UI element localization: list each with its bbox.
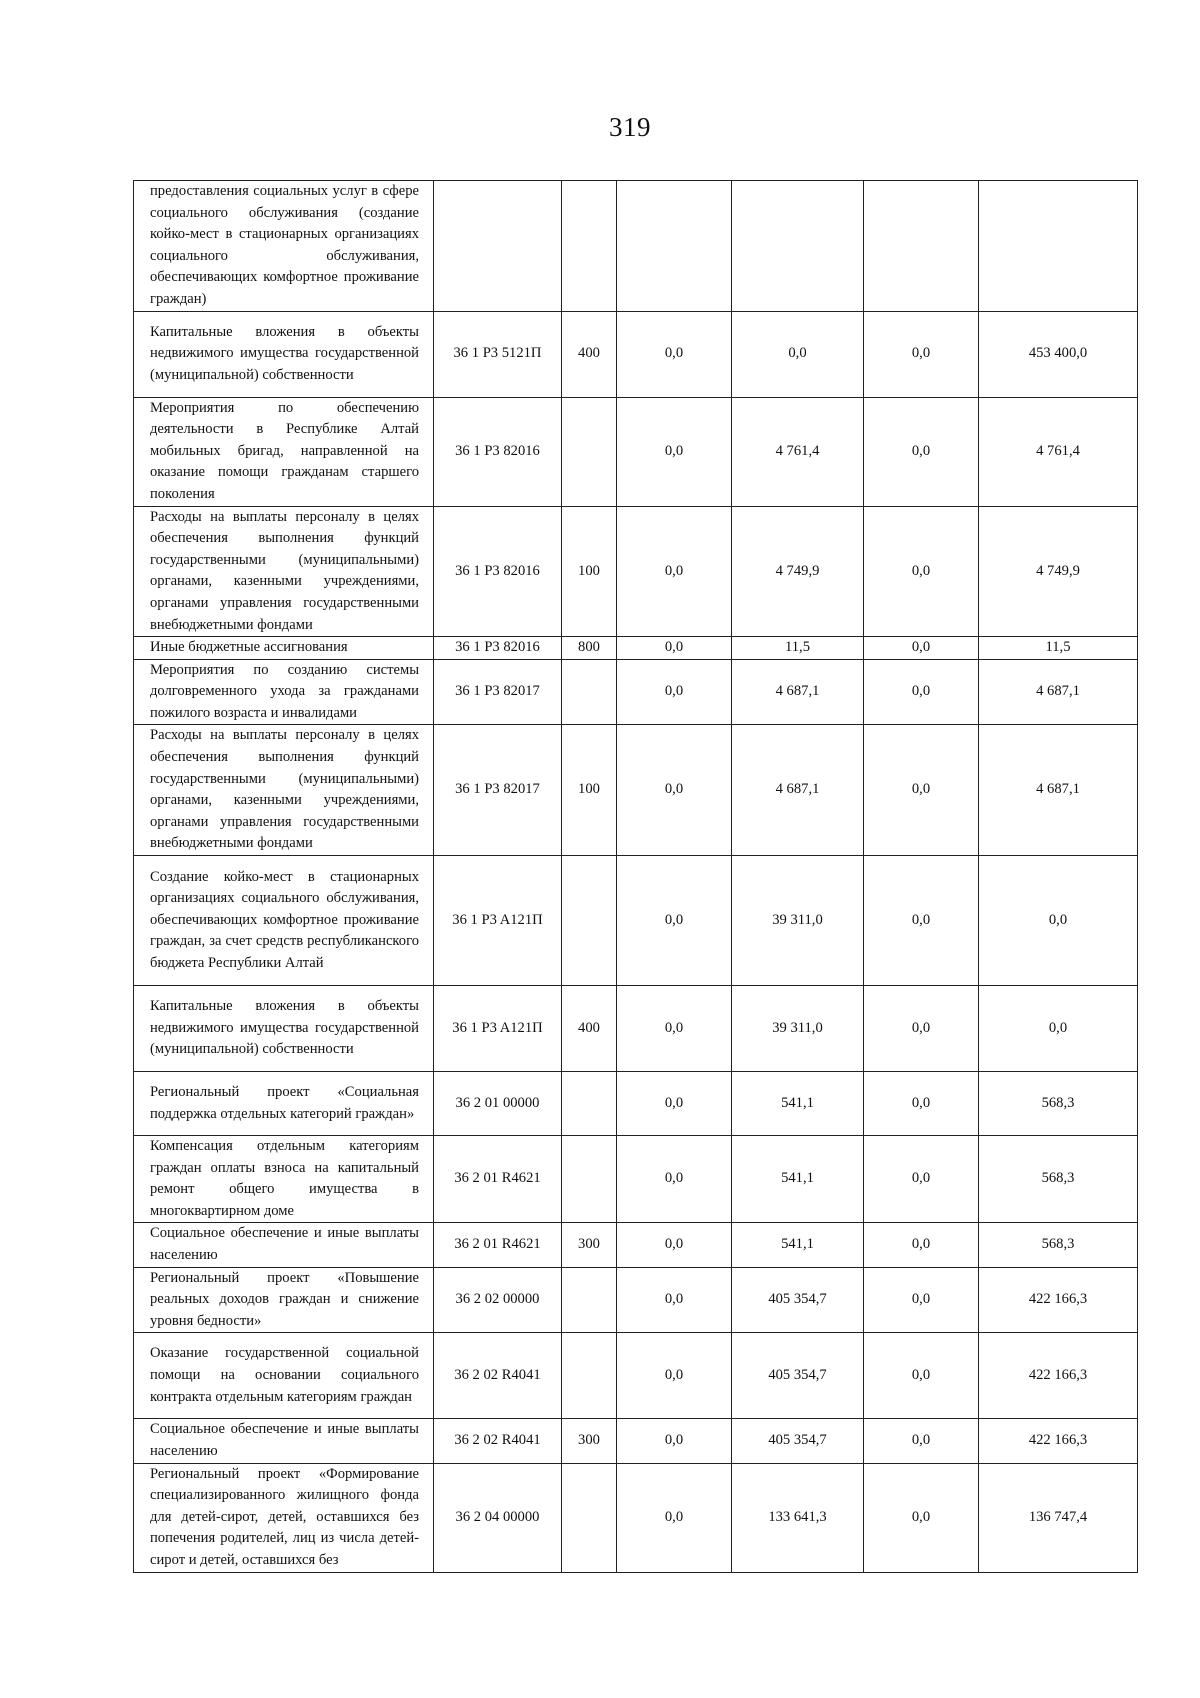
row-v2-cell: 4 761,4 — [732, 397, 864, 506]
table-row — [134, 1223, 1138, 1267]
row-v2-cell: 4 687,1 — [732, 659, 864, 725]
table-row — [134, 1333, 1138, 1419]
row-v3-cell: 0,0 — [864, 1223, 979, 1267]
row-v2-cell: 405 354,7 — [732, 1267, 864, 1333]
row-v3-cell: 0,0 — [864, 1463, 979, 1572]
row-v4-cell — [979, 181, 1138, 312]
row-v1-cell: 0,0 — [617, 311, 732, 397]
row-v1-cell: 0,0 — [617, 659, 732, 725]
table-row — [134, 1136, 1138, 1223]
row-v1-cell: 0,0 — [617, 1267, 732, 1333]
row-v2-cell: 11,5 — [732, 637, 864, 660]
row-code-cell: 36 2 02 R4041 — [434, 1419, 562, 1463]
row-v2-cell: 39 311,0 — [732, 856, 864, 986]
row-v4-cell: 422 166,3 — [979, 1333, 1138, 1419]
row-type-cell — [562, 1333, 617, 1419]
row-v2-cell: 405 354,7 — [732, 1419, 864, 1463]
row-type-cell: 100 — [562, 725, 617, 856]
row-v4-cell: 11,5 — [979, 637, 1138, 660]
row-v1-cell: 0,0 — [617, 1419, 732, 1463]
row-code-cell: 36 2 02 R4041 — [434, 1333, 562, 1419]
row-code-cell: 36 2 01 00000 — [434, 1072, 562, 1136]
row-name-cell: Оказание государственной социальной помощи на основании социального контракта отдельным категориям граждан — [134, 1333, 434, 1419]
row-name-cell: Компенсация отдельным категориям граждан оплаты взноса на капитальный ремонт общего имущества в многоквартирном доме — [134, 1136, 434, 1223]
row-v2-cell: 0,0 — [732, 311, 864, 397]
page-number: 319 — [609, 112, 651, 142]
row-type-cell: 300 — [562, 1419, 617, 1463]
row-v1-cell: 0,0 — [617, 1136, 732, 1223]
table-row — [134, 1463, 1138, 1572]
row-type-cell: 800 — [562, 637, 617, 660]
row-code-cell: 36 1 P3 82016 — [434, 506, 562, 637]
row-type-cell: 400 — [562, 986, 617, 1072]
row-v3-cell: 0,0 — [864, 1419, 979, 1463]
row-code-cell: 36 2 02 00000 — [434, 1267, 562, 1333]
row-name-cell: Региональный проект «Социальная поддержка отдельных категорий граждан» — [134, 1072, 434, 1136]
row-code-cell: 36 1 P3 82017 — [434, 659, 562, 725]
row-v4-cell: 4 761,4 — [979, 397, 1138, 506]
row-code-cell: 36 2 01 R4621 — [434, 1223, 562, 1267]
row-name-cell: Региональный проект «Повышение реальных доходов граждан и снижение уровня бедности» — [134, 1267, 434, 1333]
row-v3-cell: 0,0 — [864, 1333, 979, 1419]
table-row — [134, 181, 1138, 312]
table-row — [134, 637, 1138, 660]
row-v1-cell: 0,0 — [617, 1463, 732, 1572]
table-row — [134, 1267, 1138, 1333]
row-type-cell: 100 — [562, 506, 617, 637]
row-code-cell — [434, 181, 562, 312]
row-name-cell: Социальное обеспечение и иные выплаты населению — [134, 1223, 434, 1267]
row-v3-cell: 0,0 — [864, 856, 979, 986]
row-name-cell: Расходы на выплаты персоналу в целях обеспечения выполнения функций государственными (муниципальными) органами, казенными учреждениями, органами управления государственными внебюджетными фондами — [134, 725, 434, 856]
row-v3-cell: 0,0 — [864, 1072, 979, 1136]
row-v2-cell: 541,1 — [732, 1072, 864, 1136]
budget-table — [133, 180, 1138, 1573]
table-row — [134, 311, 1138, 397]
row-v1-cell: 0,0 — [617, 1333, 732, 1419]
row-type-cell: 300 — [562, 1223, 617, 1267]
row-v3-cell: 0,0 — [864, 986, 979, 1072]
row-type-cell — [562, 181, 617, 312]
row-v4-cell: 4 749,9 — [979, 506, 1138, 637]
row-type-cell — [562, 397, 617, 506]
row-name-cell: Капитальные вложения в объекты недвижимого имущества государственной (муниципальной) собственности — [134, 311, 434, 397]
row-v4-cell: 568,3 — [979, 1136, 1138, 1223]
table-row — [134, 986, 1138, 1072]
row-v3-cell — [864, 181, 979, 312]
row-v1-cell: 0,0 — [617, 397, 732, 506]
row-v2-cell: 39 311,0 — [732, 986, 864, 1072]
row-code-cell: 36 2 04 00000 — [434, 1463, 562, 1572]
row-type-cell: 400 — [562, 311, 617, 397]
row-type-cell — [562, 856, 617, 986]
row-code-cell: 36 1 P3 82016 — [434, 637, 562, 660]
row-type-cell — [562, 1136, 617, 1223]
row-v1-cell: 0,0 — [617, 637, 732, 660]
row-v1-cell: 0,0 — [617, 986, 732, 1072]
row-v4-cell: 0,0 — [979, 986, 1138, 1072]
table-row — [134, 856, 1138, 986]
row-v1-cell: 0,0 — [617, 725, 732, 856]
row-code-cell: 36 1 P3 82016 — [434, 397, 562, 506]
row-v2-cell: 133 641,3 — [732, 1463, 864, 1572]
row-v1-cell: 0,0 — [617, 1072, 732, 1136]
row-code-cell: 36 1 P3 A121П — [434, 986, 562, 1072]
row-type-cell — [562, 1267, 617, 1333]
row-v4-cell: 453 400,0 — [979, 311, 1138, 397]
row-v1-cell: 0,0 — [617, 506, 732, 637]
row-v2-cell: 4 687,1 — [732, 725, 864, 856]
row-v3-cell: 0,0 — [864, 1136, 979, 1223]
row-v2-cell: 541,1 — [732, 1136, 864, 1223]
row-v3-cell: 0,0 — [864, 506, 979, 637]
row-name-cell: предоставления социальных услуг в сфере социального обслуживания (создание койко-мест в стационарных организациях социального обслуживания, обеспечивающих комфортное проживание граждан) — [134, 181, 434, 312]
row-v3-cell: 0,0 — [864, 659, 979, 725]
row-name-cell: Иные бюджетные ассигнования — [134, 637, 434, 660]
row-name-cell: Мероприятия по созданию системы долговременного ухода за гражданами пожилого возраста и инвалидами — [134, 659, 434, 725]
row-name-cell: Региональный проект «Формирование специализированного жилищного фонда для детей-сирот, детей, оставшихся без попечения родителей, лиц из числа детей-сирот и детей, оставшихся без — [134, 1463, 434, 1572]
row-v1-cell — [617, 181, 732, 312]
row-v4-cell: 0,0 — [979, 856, 1138, 986]
row-code-cell: 36 1 P3 5121П — [434, 311, 562, 397]
row-code-cell: 36 2 01 R4621 — [434, 1136, 562, 1223]
row-code-cell: 36 1 P3 A121П — [434, 856, 562, 986]
row-v3-cell: 0,0 — [864, 1267, 979, 1333]
row-code-cell: 36 1 P3 82017 — [434, 725, 562, 856]
table-row — [134, 725, 1138, 856]
row-name-cell: Капитальные вложения в объекты недвижимого имущества государственной (муниципальной) собственности — [134, 986, 434, 1072]
row-v2-cell: 541,1 — [732, 1223, 864, 1267]
row-name-cell: Социальное обеспечение и иные выплаты населению — [134, 1419, 434, 1463]
row-v4-cell: 4 687,1 — [979, 659, 1138, 725]
row-v1-cell: 0,0 — [617, 1223, 732, 1267]
row-v3-cell: 0,0 — [864, 637, 979, 660]
row-v2-cell: 405 354,7 — [732, 1333, 864, 1419]
row-v2-cell — [732, 181, 864, 312]
row-v4-cell: 422 166,3 — [979, 1419, 1138, 1463]
row-type-cell — [562, 1072, 617, 1136]
table-row — [134, 1072, 1138, 1136]
row-v2-cell: 4 749,9 — [732, 506, 864, 637]
row-type-cell — [562, 1463, 617, 1572]
row-v4-cell: 568,3 — [979, 1072, 1138, 1136]
row-v4-cell: 136 747,4 — [979, 1463, 1138, 1572]
row-name-cell: Создание койко-мест в стационарных организациях социального обслуживания, обеспечивающих комфортное проживание граждан, за счет средств республиканского бюджета Республики Алтай — [134, 856, 434, 986]
table-row — [134, 1419, 1138, 1463]
table-row — [134, 659, 1138, 725]
row-v3-cell: 0,0 — [864, 725, 979, 856]
row-v4-cell: 4 687,1 — [979, 725, 1138, 856]
row-name-cell: Расходы на выплаты персоналу в целях обеспечения выполнения функций государственными (муниципальными) органами, казенными учреждениями, органами управления государственными внебюджетными фондами — [134, 506, 434, 637]
row-v4-cell: 422 166,3 — [979, 1267, 1138, 1333]
budget-table-body — [134, 181, 1138, 1573]
row-v4-cell: 568,3 — [979, 1223, 1138, 1267]
row-type-cell — [562, 659, 617, 725]
row-name-cell: Мероприятия по обеспечению деятельности в Республике Алтай мобильных бригад, направленной на оказание помощи гражданам старшего поколения — [134, 397, 434, 506]
row-v3-cell: 0,0 — [864, 311, 979, 397]
row-v3-cell: 0,0 — [864, 397, 979, 506]
table-row — [134, 397, 1138, 506]
row-v1-cell: 0,0 — [617, 856, 732, 986]
table-row — [134, 506, 1138, 637]
